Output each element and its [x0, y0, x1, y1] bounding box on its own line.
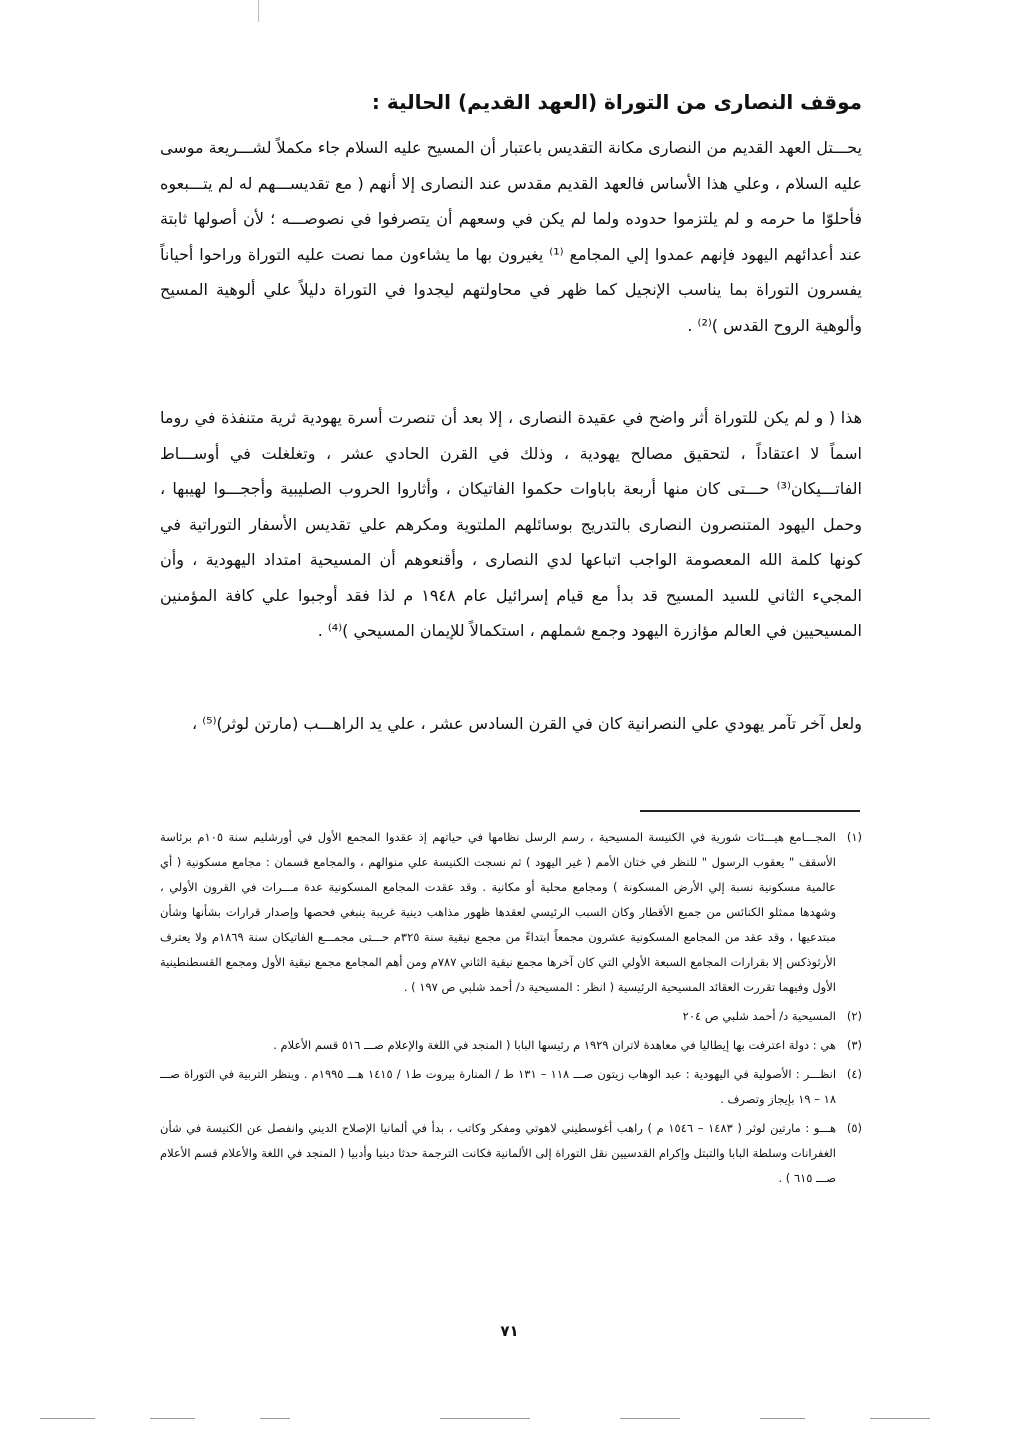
footnote-separator — [640, 810, 860, 812]
paragraph-2 — [160, 400, 862, 649]
scan-edge-mark — [870, 1418, 930, 1419]
scan-edge-mark — [260, 1418, 290, 1419]
paragraph-text: يحـــتل العهد القديم من النصارى مكانة التقديس باعتبار أن المسيح عليه السلام جاء مكملاً لشـــريعة موسى عليه السلام ، وعلي هذا الأساس فالعهد القديم مقدس عند النصارى إلا أنهم ( مع تقديســـهم له لم يتـــبعوه فأحلوّا ما حرمه و لم يلتزموا حدوده ولما لم يكن في وسعهم أن يتصرفوا في نصوصـــه ؛ لأن أصولها ثابتة عند أعدائهم اليهود فإنهم عمدوا إلي المجامع ⁽¹⁾ يغيرون بها ما يشاءون مما نصت عليه التوراة وراحوا أحياناً يفسرون التوراة بما يناسب الإنجيل كما ظهر في محاولتهم ليجدوا في التوراة دليلاً علي ألوهية المسيح وألوهية الروح القدس )⁽²⁾ . — [160, 138, 862, 335]
margin-tick — [258, 0, 259, 22]
paragraph-1 — [160, 130, 862, 343]
footnote-number: (٣) — [846, 1038, 862, 1052]
footnote-number: (٤) — [846, 1067, 862, 1081]
scan-edge-mark — [40, 1418, 95, 1419]
scan-edge-mark — [620, 1418, 680, 1419]
footnote-text: المسيحية د/ أحمد شلبي ص ٢٠٤ — [682, 1009, 836, 1023]
page-number: ٧١ — [500, 1322, 519, 1340]
footnote-text: هي : دولة اعترفت بها إيطاليا في معاهدة لاتران ١٩٢٩ م رئيسها البابا ( المنجد في اللغة والإعلام صـــ ٥١٦ قسم الأعلام . — [273, 1038, 836, 1052]
footnote-5 — [160, 1116, 862, 1191]
scan-edge-mark — [760, 1418, 805, 1419]
footnote-2 — [160, 1004, 862, 1029]
paragraph-3 — [160, 707, 862, 740]
paragraph-text: هذا ( و لم يكن للتوراة أثر واضح في عقيدة النصارى ، إلا بعد أن تنصرت أسرة يهودية ثرية متنفذة في روما اسماً لا اعتقاداً ، لتحقيق مصالح يهودية ، وذلك في القرن الحادي عشر ، وتغلغلت في أوســـاط الفاتـــيكان⁽³⁾ حـــتى كان منها أربعة باباوات حكموا الفاتيكان ، وأثاروا الحروب الصليبية وأججـــوا لهيبها ، وحمل اليهود المتنصرون النصارى بالتدريج بوسائلهم الملتوية ومكرهم علي تقديس الأسفار التوراتية في كونها كلمة الله المعصومة الواجب اتباعها لدي النصارى ، وأقنعوهم أن المسيحية امتداد اليهودية ، وأن المجيء الثاني للسيد المسيح قد بدأ مع قيام إسرائيل عام ١٩٤٨ م لذا فقد أوجبوا علي كافة المؤمنين المسيحيين في العالم مؤازرة اليهود وجمع شملهم ، استكمالاً للإيمان المسيحي )⁽⁴⁾ . — [160, 408, 862, 640]
footnote-3 — [160, 1033, 862, 1058]
footnote-text: انظـــر : الأصولية في اليهودية : عبد الوهاب زيتون صـــ ١١٨ – ١٣١ ط / المنارة بيروت ط١ / ١٤١٥ هـــ ١٩٩٥م . وينظر التربية في التوراة صـــ ١٨ – ١٩ بإيجاز وتصرف . — [160, 1067, 837, 1106]
footnote-4 — [160, 1062, 862, 1112]
footnote-number: (١) — [846, 830, 862, 844]
footnote-number: (٢) — [846, 1009, 862, 1023]
footnote-text: المجـــامع هيـــئات شورية في الكنيسة المسيحية ، رسم الرسل نظامها في حياتهم إذ عقدوا المجمع الأول في أورشليم سنة ١٠٥م برئاسة الأسقف " يعقوب الرسول " للنظر في ختان الأمم ( غير اليهود ) ثم نسجت الكنيسة علي منوالهم ، والمجامع قسمان : مجامع مسكونية ( أي عالمية مسكونية نسبة إلي الأرض المسكونة ) ومجامع محلية أو مكانية . وقد عقدت المجامع المسكونية عدة مـــرات في القرون الأولي ، وشهدها ممثلو الكنائس من جميع الأقطار وكان السبب الرئيسي لعقدها ظهور مذاهب دينية غريبة ينبغي فحصها وإصدار قرارات بشأنها وشأن مبتدعيها ، وقد عقد من المجامع المسكونية عشرون مجمعاً ابتداءً من مجمع نيقية سنة ٣٢٥م حـــتى مجمـــع الفاتيكان سنة ١٨٦٩م ولا يعترف الأرثوذكس إلا بقرارات المجامع السبعة الأولي التي كان آخرها مجمع نيقية الثاني ٧٨٧م ومن أهم المجامع مجمع نيقية الأول ومجمع القسطنطينية الأول وفيهما تقررت العقائد المسيحية الرئيسية ( انظر : المسيحية د/ أحمد شلبي ص ١٩٧ ) . — [160, 830, 837, 994]
section-title: موقف النصارى من التوراة (العهد القديم) الحالية : — [371, 90, 862, 114]
footnotes — [160, 825, 862, 1191]
footnote-text: هـــو : مارتين لوثر ( ١٤٨٣ – ١٥٤٦ م ) راهب أغوسطيني لاهوتي ومفكر وكاتب ، بدأ في ألمانيا الإصلاح الديني وانفصل عن الكنيسة في شأن الغفرانات وسلطة البابا والتبتل وإكرام القدسيين نقل التوراة إلى الألمانية فكانت الترجمة حدثا دينيا وأدبيا ( المنجد في اللغة والأعلام قسم الأعلام صـــ ٦١٥ ) . — [160, 1121, 837, 1185]
footnote-number: (٥) — [846, 1121, 862, 1135]
scan-edge-mark — [150, 1418, 195, 1419]
paragraph-text: ولعل آخر تآمر يهودي علي النصرانية كان في القرن السادس عشر ، علي يد الراهـــب (مارتن لوثر)⁽⁵⁾ ، — [191, 714, 862, 733]
footnote-1 — [160, 825, 862, 1000]
scan-edge-mark — [440, 1418, 530, 1419]
